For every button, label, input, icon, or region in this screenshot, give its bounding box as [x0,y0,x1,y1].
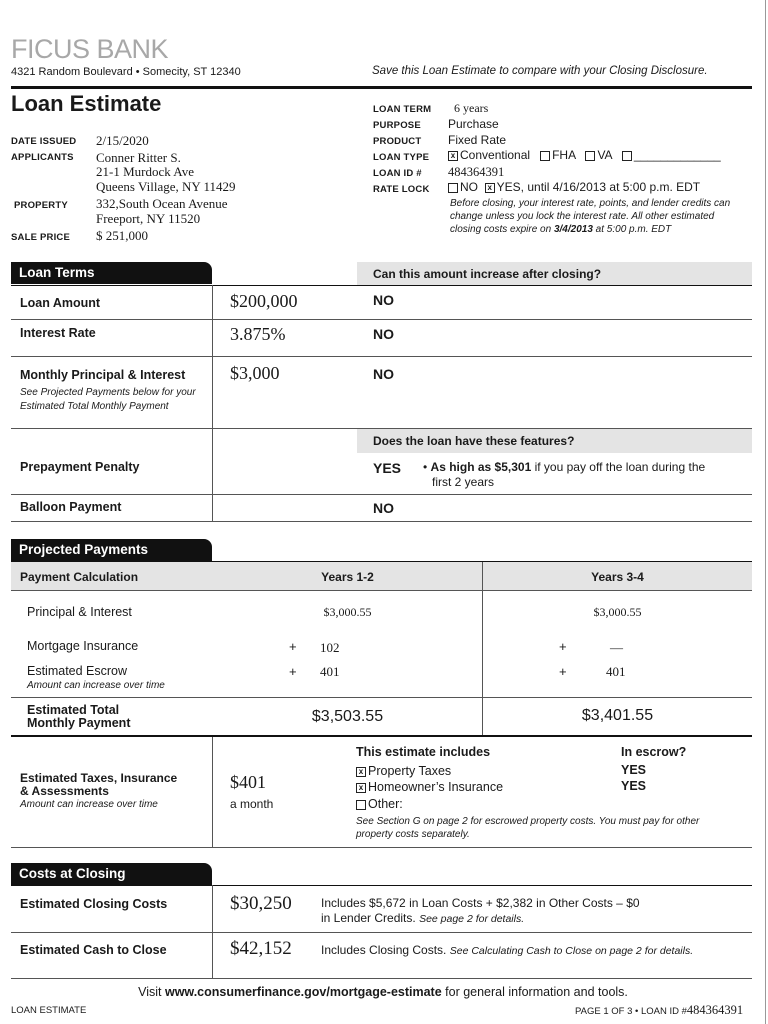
years-1-2-header: Years 1-2 [321,570,374,584]
taxes-label-line1: Estimated Taxes, Insurance [20,771,178,785]
loan-term-value: 6 years [454,101,489,115]
escrow-plus-1: + [289,664,297,679]
product-value: Fixed Rate [448,133,507,147]
rate-lock-note-line2: change unless you lock the interest rate. All other estimated [450,211,715,222]
escrow-years-3-4: 401 [606,664,626,679]
applicant-address-line2: Queens Village, NY 11429 [96,179,236,194]
prepayment-label: Prepayment Penalty [20,460,140,474]
escrow-years-1-2: 401 [320,664,340,679]
applicants-label: APPLICANTS [11,152,74,163]
balloon-label: Balloon Payment [20,500,122,514]
escrow-note: Amount can increase over time [27,680,165,691]
prepayment-answer: YES [373,460,402,476]
property-taxes-checkbox[interactable] [356,767,366,777]
includes-homeowners-row [356,780,503,794]
monthly-pi-answer: NO [373,366,394,382]
homeowners-escrow: YES [621,779,647,793]
rate-lock-options [448,180,700,194]
divider [11,847,752,848]
escrow-label: Estimated Escrow [27,664,128,678]
includes-note-line2: property costs separately. [356,829,470,840]
loan-term-label: LOAN TERM [373,104,432,115]
sale-price-label: SALE PRICE [11,232,71,243]
applicant-address-line1: 21-1 Murdock Ave [96,164,194,179]
divider [482,562,483,735]
prepayment-detail-line1: • As high as $5,301 if you pay off the loan during the [423,460,706,474]
rate-lock-label: RATE LOCK [373,184,430,195]
purpose-label: PURPOSE [373,120,421,131]
homeowners-checkbox[interactable] [356,783,366,793]
interest-rate-value: 3.875% [230,324,286,344]
closing-costs-label: Estimated Closing Costs [20,897,168,911]
prepayment-detail [423,460,705,490]
taxes-period: a month [230,797,274,811]
mi-label: Mortgage Insurance [27,639,139,653]
loan-type-options [448,148,721,162]
taxes-label-line2: & Assessments [20,784,109,798]
divider [11,494,752,495]
applicant-name: Conner Ritter S. [96,150,181,165]
loan-type-conventional-checkbox[interactable] [448,151,458,161]
property-address-line2: Freeport, NY 11520 [96,211,201,226]
cash-to-close-value: $42,152 [230,938,292,959]
closing-costs-value: $30,250 [230,893,292,914]
total-monthly-label-line2: Monthly Payment [27,716,131,730]
save-note: Save this Loan Estimate to compare with your Closing Disclosure. [372,65,708,77]
prepayment-detail-line2: first 2 years [432,475,495,489]
total-years-3-4: $3,401.55 [581,707,654,724]
taxes-label [20,772,177,798]
divider [11,735,752,737]
loan-id-label: LOAN ID # [373,168,422,179]
rate-lock-no-checkbox[interactable] [448,183,458,193]
loan-type-fha-checkbox[interactable] [540,151,550,161]
cash-to-close-description: Includes Closing Costs. See Calculating Cash to Close on page 2 for details. [321,943,694,957]
interest-rate-answer: NO [373,326,394,342]
payment-calc-label: Payment Calculation [20,570,139,584]
loan-type-va-label: VA [597,148,612,162]
interest-rate-label: Interest Rate [20,326,96,340]
loan-amount-label: Loan Amount [20,296,101,310]
divider [11,285,752,286]
total-monthly-label-line1: Estimated Total [27,703,120,717]
page-title: Loan Estimate [11,91,162,116]
pi-years-3-4: $3,000.55 [593,605,642,619]
balloon-answer: NO [373,500,394,516]
loan-id-value: 484364391 [448,165,505,179]
taxes-amount: $401 [230,772,266,792]
includes-note-line1: See Section G on page 2 for escrowed property costs. You must pay for other [356,816,700,827]
costs-at-closing-tab: Costs at Closing [11,863,212,885]
features-header: Does the loan have these features? [373,434,575,448]
other-label: Other: [368,797,403,811]
purpose-value: Purchase [448,117,499,131]
rate-lock-note-line1: Before closing, your interest rate, points, and lender credits can [450,198,731,209]
increase-header: Can this amount increase after closing? [373,267,602,281]
mi-plus-1: + [289,639,297,654]
divider [11,978,752,979]
closing-costs-desc-line1: Includes $5,672 in Loan Costs + $2,382 in Other Costs – $0 [321,896,640,910]
loan-type-other-blank: _____________ [633,148,721,162]
closing-costs-desc-line2: in Lender Credits. See page 2 for details. [321,911,525,925]
homeowners-label: Homeowner’s Insurance [368,780,504,794]
rate-lock-note-line3: closing costs expire on 3/4/2013 at 5:00 p.m. EDT [450,224,672,235]
property-taxes-label: Property Taxes [368,764,452,778]
sale-price-value: $ 251,000 [96,228,148,243]
footer-page [575,1003,743,1018]
mi-years-1-2: 102 [320,640,340,655]
cash-to-close-label: Estimated Cash to Close [20,943,167,957]
loan-type-fha-label: FHA [552,148,576,162]
loan-amount-answer: NO [373,292,394,308]
bank-name: FICUS BANK [11,34,169,64]
divider [11,885,752,886]
includes-header: This estimate includes [356,745,491,759]
monthly-pi-value: $3,000 [230,363,280,383]
divider [212,285,213,522]
divider [11,697,752,698]
date-issued-label: DATE ISSUED [11,136,77,147]
divider [11,319,752,320]
mi-plus-2: + [559,639,567,654]
page-edge [765,0,766,1024]
property-label: PROPERTY [14,200,68,211]
loan-terms-tab: Loan Terms [11,262,212,284]
rate-lock-expiry-date: 3/4/2013 [553,224,593,235]
includes-property-taxes-row [356,764,451,778]
footer-page-label: PAGE 1 OF 3 • LOAN ID # [575,1006,687,1017]
consumer-finance-link[interactable]: www.consumerfinance.gov/mortgage-estimate [164,985,442,999]
header-rule [11,86,752,89]
divider [212,885,213,978]
loan-type-other-checkbox[interactable] [622,151,632,161]
closing-costs-description [321,896,640,927]
in-escrow-header: In escrow? [621,745,687,759]
taxes-note: Amount can increase over time [20,799,158,810]
divider [11,356,752,357]
property-address-line1: 332,South Ocean Avenue [96,196,228,211]
product-label: PRODUCT [373,136,422,147]
bank-address: 4321 Random Boulevard • Somecity, ST 12340 [11,66,241,78]
divider [11,521,752,522]
property-taxes-escrow: YES [621,763,647,777]
total-years-1-2: $3,503.55 [311,708,384,725]
divider [11,590,752,591]
rate-lock-yes-checkbox[interactable] [485,183,495,193]
loan-amount-value: $200,000 [230,291,298,311]
other-checkbox[interactable] [356,800,366,810]
loan-type-conventional-label: Conventional [460,148,531,162]
footer-left: LOAN ESTIMATE [11,1005,87,1016]
pi-years-1-2: $3,000.55 [323,605,372,619]
divider [11,932,752,933]
mi-years-3-4: — [610,640,623,655]
divider [212,737,213,847]
monthly-pi-note-line2: Estimated Total Monthly Payment [20,401,169,412]
date-issued-value: 2/15/2020 [96,133,149,148]
footer-loan-id: 484364391 [686,1003,744,1017]
monthly-pi-note-line1: See Projected Payments below for your [20,387,196,398]
escrow-plus-2: + [559,664,567,679]
loan-type-va-checkbox[interactable] [585,151,595,161]
rate-lock-no-label: NO [460,180,478,194]
years-3-4-header: Years 3-4 [591,570,644,584]
pi-label: Principal & Interest [27,605,132,619]
rate-lock-yes-label: YES, until 4/16/2013 at 5:00 p.m. EDT [496,180,701,194]
includes-note [356,815,699,841]
monthly-pi-label: Monthly Principal & Interest [20,368,186,382]
rate-lock-note [450,197,730,236]
projected-payments-tab: Projected Payments [11,539,212,561]
footer-visit: Visit www.consumerfinance.gov/mortgage-estimate for general information and tools. [138,985,628,999]
loan-type-label: LOAN TYPE [373,152,430,163]
includes-other-row [356,797,403,811]
total-monthly-label [27,704,131,730]
